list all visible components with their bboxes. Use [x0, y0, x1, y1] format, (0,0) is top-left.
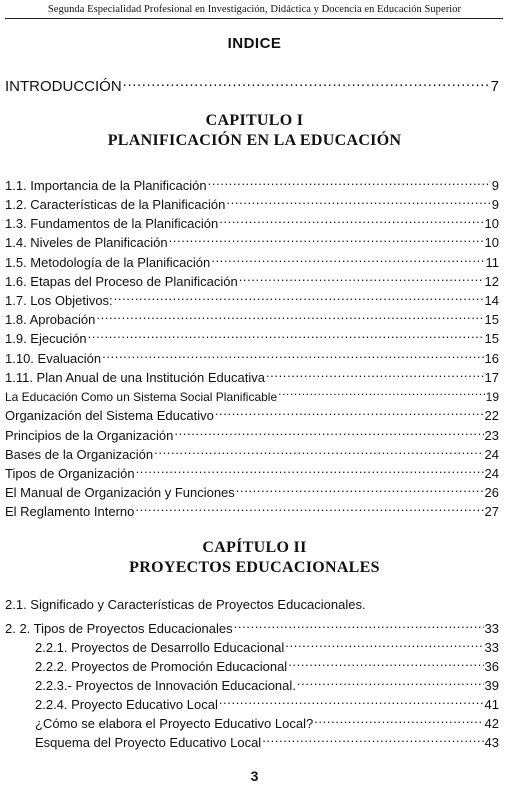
- dot-leader: [297, 671, 484, 690]
- toc-entry[interactable]: [5, 171, 499, 193]
- chapter-2-heading: [0, 538, 509, 578]
- chapter-label: CAPÍTULO II: [202, 539, 307, 556]
- running-header: Segunda Especialidad Profesional en Investigación, Didáctica y Docencia en Educación Superior: [47, 4, 462, 15]
- toc-entry-page: 14: [484, 293, 499, 308]
- dot-leader: [266, 363, 484, 382]
- toc-entry[interactable]: [35, 652, 499, 674]
- toc-entry-page: 16: [484, 351, 499, 366]
- toc-entry-title: 1.9. Ejecución: [5, 331, 87, 346]
- toc-entry[interactable]: [5, 382, 499, 404]
- chapter-label: CAPITULO I: [205, 112, 304, 129]
- toc-entry-page: 22: [484, 408, 499, 423]
- toc-entry-page: 23: [484, 428, 499, 443]
- toc-entry-page: 15: [484, 331, 499, 346]
- toc-entry-title: ¿Cómo se elabora el Proyecto Educativo Local?: [35, 716, 314, 731]
- toc-entry-title: Tipos de Organización: [5, 466, 135, 481]
- toc-entry-title: 1.5. Metodología de la Planificación: [5, 255, 211, 270]
- toc-entry-page: 10: [484, 235, 499, 250]
- dot-leader: [226, 190, 490, 209]
- dot-leader: [285, 633, 483, 652]
- toc-entry-title: Esquema del Proyecto Educativo Local: [35, 735, 262, 750]
- chapter-1-heading: [0, 111, 509, 151]
- toc-entry[interactable]: [5, 440, 499, 462]
- toc-entry[interactable]: [5, 614, 499, 636]
- toc-entry[interactable]: [5, 363, 499, 385]
- toc-entry-title: Organización del Sistema Educativo: [5, 408, 214, 423]
- toc-entry-page: 10: [484, 216, 499, 231]
- toc-entry-page: 33: [484, 621, 499, 636]
- toc-entry[interactable]: [5, 421, 499, 443]
- dot-leader: [136, 459, 484, 478]
- header-rule: [5, 18, 503, 19]
- toc-entry[interactable]: [35, 728, 499, 750]
- toc-entry-title: 1.3. Fundamentos de la Planificación: [5, 216, 219, 231]
- toc-entry[interactable]: [5, 497, 499, 519]
- dot-leader: [236, 478, 484, 497]
- toc-entry-page: 43: [484, 735, 499, 750]
- toc-entry-title: 1.6. Etapas del Proceso de Planificación: [5, 274, 238, 289]
- dot-leader: [154, 440, 483, 459]
- toc-entry-page: 12: [484, 274, 499, 289]
- toc-entry[interactable]: [5, 344, 499, 366]
- toc-entry-title: 1.7. Los Objetivos:: [5, 293, 113, 308]
- dot-leader: [123, 72, 490, 91]
- toc-entry-title: 1.1. Importancia de la Planificación: [5, 178, 207, 193]
- toc-entry[interactable]: [5, 286, 499, 308]
- chapter-title: PLANIFICACIÓN EN LA EDUCACIÓN: [107, 132, 402, 149]
- toc-entry-title: 1.4. Niveles de Planificación: [5, 235, 168, 250]
- toc-entry[interactable]: [5, 228, 499, 250]
- dot-leader: [102, 344, 483, 363]
- dot-leader: [314, 709, 483, 728]
- dot-leader: [219, 690, 484, 709]
- toc-entry-page: 27: [484, 504, 499, 519]
- toc-entry[interactable]: [5, 305, 499, 327]
- toc-entry-title: El Manual de Organización y Funciones: [5, 485, 235, 500]
- toc-entry-title: 1.11. Plan Anual de una Institución Educativa: [5, 370, 265, 385]
- toc-entry-page: 33: [484, 640, 499, 655]
- toc-entry-page: 41: [484, 697, 499, 712]
- dot-leader: [174, 421, 483, 440]
- dot-leader: [262, 728, 483, 747]
- toc-entry-page: 15: [484, 312, 499, 327]
- dot-leader: [215, 401, 484, 420]
- dot-leader: [208, 171, 491, 190]
- toc-entry-page: 11: [485, 255, 499, 270]
- toc-entry[interactable]: [35, 633, 499, 655]
- toc-entry-page: 42: [484, 716, 499, 731]
- toc-entry-page: 24: [484, 447, 499, 462]
- toc-entry-title: 2.2.4. Proyecto Educativo Local: [35, 697, 218, 712]
- chapter-title: PROYECTOS EDUCACIONALES: [129, 559, 380, 576]
- toc-entry-title: El Reglamento Interno: [5, 504, 135, 519]
- dot-leader: [211, 248, 484, 267]
- toc-entry-title: 2.2.3.- Proyectos de Innovación Educacional.: [35, 678, 296, 693]
- toc-entry[interactable]: [5, 324, 499, 346]
- toc-entry-page: 9: [491, 197, 499, 212]
- toc-entry-page: 36: [484, 659, 499, 674]
- toc-entry-title: 2.2.1. Proyectos de Desarrollo Educacional: [35, 640, 285, 655]
- toc-entry-page: 39: [484, 678, 499, 693]
- dot-leader: [88, 324, 484, 343]
- toc-entry-title: La Educación Como un Sistema Social Planificable: [5, 390, 278, 404]
- toc-entry-page: 17: [484, 370, 499, 385]
- toc-entry-page: 19: [485, 390, 499, 404]
- dot-leader: [239, 267, 484, 286]
- toc-entry-title: 2.2.2. Proyectos de Promoción Educacional: [35, 659, 288, 674]
- toc-entry-title: 1.2. Características de la Planificación: [5, 197, 226, 212]
- toc-entry[interactable]: [35, 690, 499, 712]
- toc-entry[interactable]: [5, 209, 499, 231]
- toc-entry-title: INTRODUCCIÓN: [5, 78, 122, 95]
- toc-entry[interactable]: [5, 478, 499, 500]
- dot-leader: [278, 382, 484, 401]
- dot-leader: [219, 209, 483, 228]
- toc-entry-page: 9: [491, 178, 499, 193]
- toc-entry-page: 24: [484, 466, 499, 481]
- toc-entry[interactable]: [5, 401, 499, 423]
- toc-entry[interactable]: [5, 267, 499, 289]
- toc-entry-title: 1.8. Aprobación: [5, 312, 96, 327]
- dot-leader: [114, 286, 484, 305]
- dot-leader: [169, 228, 484, 247]
- toc-entry-intro[interactable]: [5, 72, 499, 95]
- index-title: INDICE: [227, 35, 282, 52]
- toc-entry[interactable]: [35, 709, 499, 731]
- toc-entry-title: 2. 2. Tipos de Proyectos Educacionales: [5, 621, 233, 636]
- dot-leader: [288, 652, 483, 671]
- toc-entry[interactable]: [5, 190, 499, 212]
- toc-entry-page: 7: [490, 78, 499, 95]
- toc-entry-page: 26: [484, 485, 499, 500]
- toc-entry-title: 1.10. Evaluación: [5, 351, 102, 366]
- dot-leader: [96, 305, 483, 324]
- dot-leader: [234, 614, 484, 633]
- toc-entry-title: Principios de la Organización: [5, 428, 174, 443]
- dot-leader: [135, 497, 483, 516]
- toc-entry[interactable]: [5, 595, 499, 614]
- toc-entry[interactable]: [35, 671, 499, 693]
- toc-entry-title: Bases de la Organización: [5, 447, 154, 462]
- toc-entry[interactable]: [5, 459, 499, 481]
- toc-entry[interactable]: [5, 248, 499, 270]
- page-number: 3: [250, 768, 259, 784]
- toc-entry-title: 2.1. Significado y Características de Proyectos Educacionales.: [5, 597, 366, 612]
